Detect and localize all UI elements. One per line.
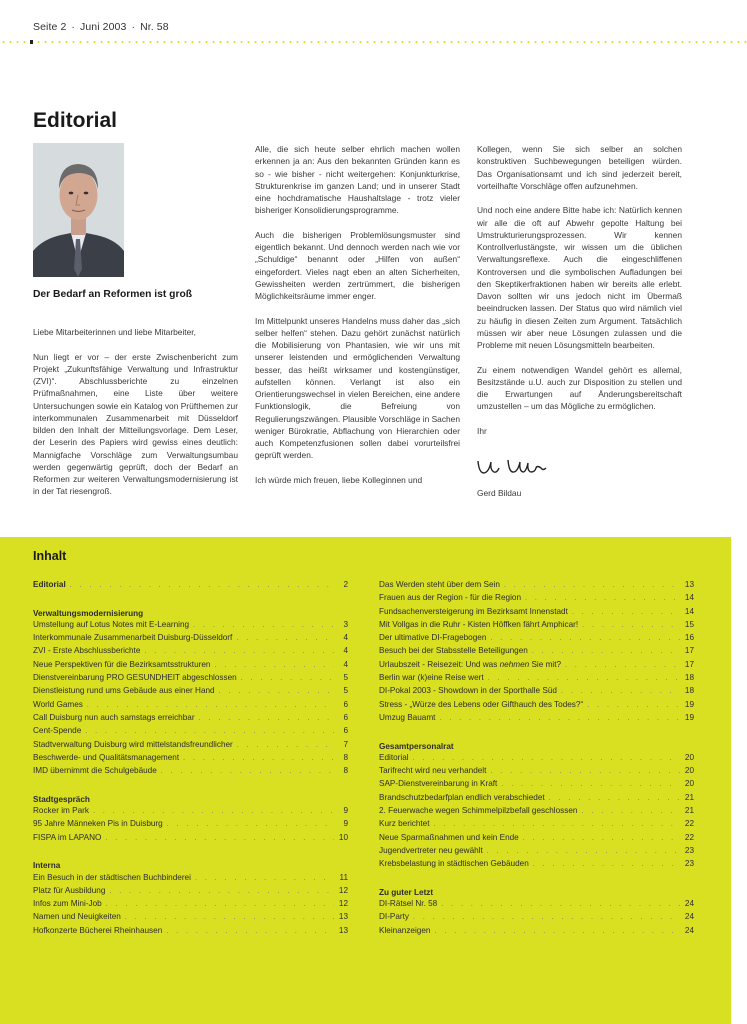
- contents-entry[interactable]: [379, 859, 694, 872]
- dot-leader: [413, 755, 680, 762]
- dot-leader: [413, 914, 680, 921]
- contents-section-heading: Zu guter Letzt: [379, 887, 434, 897]
- contents-entry-title: Mit Vollgas in die Ruhr - Kisten Höffken fährt Amphicar!: [379, 619, 579, 629]
- signature-name: Gerd Bildau: [477, 488, 522, 498]
- contents-entry-title: Berlin war (k)eine Reise wert: [379, 673, 484, 683]
- contents-column-left: [33, 580, 348, 939]
- contents-entry[interactable]: [33, 686, 348, 699]
- contents-entry-title: Kleinanzeigen: [379, 925, 431, 935]
- contents-entry-title: Umstellung auf Lotus Notes mit E-Learning: [33, 619, 190, 629]
- contents-entry-page: 12: [338, 899, 348, 909]
- contents-entry-page: 20: [684, 752, 694, 762]
- contents-entry-page: 9: [343, 806, 348, 816]
- contents-entry-page: 11: [339, 872, 348, 882]
- contents-column-right: [379, 580, 694, 939]
- dot-leader: [572, 609, 680, 616]
- dot-leader: [195, 875, 334, 882]
- contents-entry-title: Call Duisburg nun auch samstags erreichbar: [33, 712, 195, 722]
- page-title: Editorial: [33, 109, 118, 132]
- contents-entry[interactable]: [379, 593, 694, 606]
- dot-leader: [93, 808, 334, 815]
- contents-entry-page: 14: [684, 593, 694, 603]
- contents-entry-title: Tarifrecht wird neu verhandelt: [379, 766, 487, 776]
- contents-entry-page: 21: [684, 806, 694, 816]
- paragraph: Nun liegt er vor – der erste Zwischenbericht zum Projekt „Zukunftsfähige Verwaltung und Infrastruktur (ZVI)“. Abschlussberichte zu einzelnen Prüfmaßnahmen, eine Liste über weitere Untersuchungen sowie ein Katalog von Prüfthemen zur interkommunalen Zusammenarbeit mit Düsseldorf bilden den Inhalt der Mitteilungsvorlage. Dem Leser, der Leserin des Papiers wird gewiss eines deutlich: Mannigfache Vorschläge zum Verwaltungsumbau werden gegenwärtig geprüft, doch der Bedarf an Reformen zur weiteren Verwaltungsmodernisierung ist in der Tat riesengroß.: [33, 351, 238, 497]
- paragraph: Ich würde mich freuen, liebe Kolleginnen und: [255, 474, 423, 485]
- page-number: Seite 2: [33, 21, 67, 33]
- contents-entry[interactable]: [33, 899, 348, 912]
- paragraph: Auch die bisherigen Problemlösungsmuster sind eigentlich bekannt. Und dennoch werden nach wie vor „Schuldige“ benannt oder „Hilfen von außen“ eingefordert. Vieles nagt eben an alten Sicherheiten, Gewissheiten werden zertrümmert, die bisherigen Möglichkeitsräume immer enger.: [255, 229, 460, 301]
- paragraph: Zu einem notwendigen Wandel gehört es allemal, Besitzstände u.U. auch zur Disposition zu stellen und die Erwartungen auf Änderungsbereitschaft umzustellen – um das Mögliche zu ermöglichen.: [477, 364, 682, 412]
- contents-entry-title: Ein Besuch in der städtischen Buchbinderei: [33, 872, 191, 882]
- portrait-illustration: [33, 143, 124, 277]
- contents-entry[interactable]: [379, 673, 694, 686]
- page-header: Seite 2 · Juni 2003 · Nr. 58: [33, 21, 169, 33]
- contents-entry-title: Platz für Ausbildung: [33, 885, 106, 895]
- dot-leader: [237, 742, 334, 749]
- dot-leader: [214, 662, 334, 669]
- dot-leader: [488, 675, 680, 682]
- contents-entry-title: DI-Party: [379, 912, 410, 922]
- contents-entry-page: 24: [684, 899, 694, 909]
- contents-entry-page: 9: [343, 819, 348, 829]
- contents-entry[interactable]: [33, 726, 348, 739]
- contents-entry-page: 16: [684, 633, 694, 643]
- contents-entry-page: 20: [684, 779, 694, 789]
- contents-entry-page: 23: [684, 859, 694, 869]
- contents-entry-page: 10: [338, 832, 348, 842]
- contents-entry-title: Besuch bei der Stabsstelle Beteiligungen: [379, 646, 528, 656]
- contents-entry[interactable]: [33, 766, 348, 779]
- contents-entry-title: Editorial: [33, 580, 66, 589]
- contents-entry-page: 7: [343, 739, 348, 749]
- contents-entry[interactable]: [379, 700, 694, 713]
- contents-entry[interactable]: [379, 912, 694, 925]
- contents-entry[interactable]: [33, 753, 348, 766]
- contents-entry[interactable]: [33, 833, 348, 846]
- contents-entry[interactable]: [33, 700, 348, 713]
- contents-entry-title: Jugendvertreter neu gewählt: [379, 845, 483, 855]
- paragraph: Alle, die sich heute selber ehrlich machen wollen erkennen ja an: Aus den bekannten Gründen kann es so - wie bisher - nicht weitergehen: Konjunkturkrise, Strukturenkrise im ganzen Land; und in unserer Stadt eine hochdramatische Haushaltslage - trotz vieler bisheriger Konsolidierungsprogramme.: [255, 144, 460, 216]
- contents-entry-title: Infos zum Mini-Job: [33, 899, 102, 909]
- contents-entry-title: Hofkonzerte Bücherei Rheinhausen: [33, 925, 163, 935]
- contents-entry-page: 13: [338, 925, 348, 935]
- contents-entry-title: Der ultimative DI-Fragebogen: [379, 633, 487, 643]
- contents-entry-page: 6: [343, 726, 348, 736]
- contents-entry-page: 22: [684, 832, 694, 842]
- contents-entry[interactable]: [33, 620, 348, 633]
- contents-entry-title: Fundsachenversteigerung im Bezirksamt Innenstadt: [379, 606, 568, 616]
- contents-entry-page: 3: [343, 619, 348, 629]
- handwritten-signature: [475, 453, 555, 486]
- dot-leader: [434, 928, 680, 935]
- contents-entry-title: Beschwerde- und Qualitätsmanagement: [33, 752, 180, 762]
- dot-leader: [85, 728, 334, 735]
- dot-leader: [109, 888, 334, 895]
- contents-entry-title: Krebsbelastung in städtischen Gebäuden: [379, 859, 529, 869]
- closing: Ihr: [477, 425, 487, 436]
- dot-leader: [161, 768, 334, 775]
- contents-entry-title: Urlaubszeit - Reisezeit: Und was nehmen Sie mit?: [379, 659, 562, 669]
- contents-entry-title: 95 Jahre Männeken Pis in Duisburg: [33, 819, 163, 829]
- contents-entry-title: Kurz berichtet: [379, 819, 430, 829]
- dot-leader: [167, 821, 334, 828]
- contents-entry-page: 13: [684, 580, 694, 589]
- contents-entry[interactable]: [379, 646, 694, 659]
- contents-entry-title: Dienstvereinbarung PRO GESUNDHEIT abgeschlossen: [33, 673, 237, 683]
- contents-entry-page: 21: [684, 792, 694, 802]
- contents-entry[interactable]: [33, 819, 348, 832]
- dot-leader: [487, 848, 680, 855]
- contents-entry[interactable]: [33, 926, 348, 939]
- dot-leader: [183, 755, 334, 762]
- dot-leader: [490, 635, 680, 642]
- emphasis: nehmen: [499, 659, 530, 669]
- contents-entry[interactable]: [33, 646, 348, 659]
- contents-entry-page: 23: [684, 845, 694, 855]
- contents-entry-title: ZVI - Erste Abschlussberichte: [33, 646, 141, 656]
- contents-entry[interactable]: [379, 899, 694, 912]
- contents-entry-title: Stress - „Würze des Lebens oder Gifthauch des Todes?“: [379, 699, 584, 709]
- dot-leader: [106, 901, 334, 908]
- contents-entry-page: 12: [338, 885, 348, 895]
- contents-entry[interactable]: [379, 713, 694, 726]
- contents-entry[interactable]: [33, 713, 348, 726]
- contents-entry[interactable]: [33, 912, 348, 925]
- dot-leader: [241, 675, 334, 682]
- contents-entry-title: DI-Pokal 2003 - Showdown in der Sporthalle Süd: [379, 686, 557, 696]
- contents-entry-title: Editorial: [379, 752, 409, 762]
- contents-entry[interactable]: [379, 819, 694, 832]
- dot-leader: [125, 914, 334, 921]
- dot-leader: [441, 901, 680, 908]
- contents-entry[interactable]: [379, 833, 694, 846]
- contents-entry-title: Frauen aus der Region - für die Region: [379, 593, 521, 603]
- contents-section-heading: Verwaltungsmodernisierung: [33, 608, 144, 618]
- contents-entry-page: 22: [684, 819, 694, 829]
- contents-entry-title: FISPA im LAPANO: [33, 832, 102, 842]
- contents-entry[interactable]: [33, 886, 348, 899]
- paragraph: Im Mittelpunkt unseres Handelns muss daher das „sich selber helfen“ stehen. Dazu gehört zunächst natürlich die Mobilisierung von Phantasien, wie wir uns mit unserer leistenden und ermöglichenden Verwaltung besser, das heißt wirksamer und kostengünstiger, aufstellen können. Verlangt ist also ein Orientierungswechsel in vielen Bereichen, eine andere Funktionslogik, die Befreiung von Regulierungszwängen. Plausible Vorschläge in Sachen weniger Bürokratie, Abflachung von Hierarchien oder auch Kompetenzfusionen sollen dabei vorurteilsfrei geprüft werden.: [255, 315, 460, 461]
- contents-entry-title: World Games: [33, 699, 83, 709]
- contents-entry[interactable]: [379, 607, 694, 620]
- contents-entry-page: 18: [684, 673, 694, 683]
- dot-leader: [439, 715, 680, 722]
- contents-entry[interactable]: [379, 806, 694, 819]
- contents-entry-title: Neue Sparmaßnahmen und kein Ende: [379, 832, 519, 842]
- dot-leader: [193, 622, 334, 629]
- editorial-column-3: [477, 143, 682, 449]
- dot-leader: [561, 688, 680, 695]
- contents-title: Inhalt: [33, 549, 67, 563]
- dot-leader: [504, 582, 680, 589]
- contents-entry-title: Umzug Bauamt: [379, 712, 436, 722]
- contents-entry-page: 17: [684, 646, 694, 656]
- dot-leader: [490, 768, 680, 775]
- contents-entry[interactable]: [33, 673, 348, 686]
- contents-entry[interactable]: [379, 926, 694, 939]
- contents-entry-title: SAP-Dienstvereinbarung in Kraft: [379, 779, 498, 789]
- paragraph: Kollegen, wenn Sie sich selber an solchen konstruktiven Suchbewegungen beteiligen würden. Das Organisationsamt und ich sind jederzeit bereit, vorteilhafte Vorschläge offen aufzunehmen.: [477, 144, 682, 191]
- issue-number: Nr. 58: [140, 21, 169, 33]
- contents-entry[interactable]: [33, 633, 348, 646]
- contents-entry-page: 19: [684, 712, 694, 722]
- divider-marker: [30, 40, 33, 44]
- contents-entry-page: 19: [684, 699, 694, 709]
- dot-leader: [525, 595, 680, 602]
- contents-entry-page: 4: [343, 646, 348, 656]
- contents-entry[interactable]: [33, 806, 348, 819]
- paragraph: Und noch eine andere Bitte habe ich: Natürlich kennen wir alle die oft auf Abwehr gepolte Haltung bei Umstrukturierungsprozessen. Wir kennen Kontrollverlustängste, wir wissen um die üblichen Verwaltungsreflexe. Auch die eingeschliffenen Kontroversen und die symbolischen Aufladungen bei den Skeptikerfraktionen haben wir bereits alle erlebt. Davon sollten wir uns jedoch nicht im Übermaß beeindrucken lassen. Der Status quo wird nämlich viel zu häufig in diesen Zeiten zum Argument. Tatsächlich müssen wir aber neue Lösungen zulassen und die Probleme mit neuen Lösungsmitteln bearbeiten.: [477, 205, 682, 350]
- contents-entry[interactable]: [379, 846, 694, 859]
- contents-section-heading: Stadtgespräch: [33, 794, 90, 804]
- contents-entry-title: Rocker im Park: [33, 806, 89, 816]
- portrait-photo: [33, 143, 124, 277]
- contents-entry[interactable]: [33, 580, 348, 593]
- dot-leader: [501, 781, 680, 788]
- dot-leader: [87, 702, 334, 709]
- salutation: Liebe Mitarbeiterinnen und liebe Mitarbeiter,: [33, 327, 196, 337]
- dot-leader: [236, 635, 334, 642]
- contents-entry-page: 6: [343, 699, 348, 709]
- editorial-column-2: [255, 143, 460, 498]
- dot-leader: [587, 702, 680, 709]
- contents-entry-page: 4: [343, 633, 348, 643]
- contents-entry-page: 20: [684, 766, 694, 776]
- contents-entry-title: Das Werden steht über dem Sein: [379, 580, 500, 589]
- dot-leader: [523, 835, 680, 842]
- contents-entry-page: 15: [684, 619, 694, 629]
- dot-leader: [434, 821, 680, 828]
- contents-entry-title: Brandschutzbedarfplan endlich verabschiedet: [379, 792, 545, 802]
- dot-leader: [565, 662, 680, 669]
- dot-leader: [549, 795, 680, 802]
- contents-entry-title: Namen und Neuigkeiten: [33, 912, 121, 922]
- contents-entry-page: 8: [343, 766, 348, 776]
- contents-entry-page: 8: [343, 752, 348, 762]
- contents-entry-page: 24: [684, 925, 694, 935]
- contents-entry-page: 4: [343, 659, 348, 669]
- contents-entry[interactable]: [379, 660, 694, 673]
- contents-entry[interactable]: [379, 753, 694, 766]
- contents-entry-page: 2: [343, 580, 348, 589]
- contents-entry[interactable]: [379, 766, 694, 779]
- contents-entry[interactable]: [379, 580, 694, 593]
- contents-entry[interactable]: [379, 793, 694, 806]
- contents-entry-title: Stadtverwaltung Duisburg wird mittelstandsfreundlicher: [33, 739, 233, 749]
- contents-entry-title: Neue Perspektiven für die Bezirksamtsstrukturen: [33, 659, 211, 669]
- dot-leader: [533, 861, 680, 868]
- contents-entry-title: 2. Feuerwache wegen Schimmelpilzbefall geschlossen: [379, 806, 578, 816]
- dot-leader: [532, 648, 680, 655]
- dot-leader: [219, 688, 334, 695]
- contents-entry[interactable]: [33, 873, 348, 886]
- contents-entry[interactable]: [33, 660, 348, 673]
- dot-leader: [166, 928, 334, 935]
- contents-entry-title: Interkommunale Zusammenarbeit Duisburg-Düsseldorf: [33, 633, 233, 643]
- issue-date: Juni 2003: [80, 21, 127, 33]
- contents-section-heading: Interna: [33, 861, 61, 871]
- contents-entry-title: IMD übernimmt die Schulgebäude: [33, 766, 157, 776]
- contents-entry[interactable]: [379, 686, 694, 699]
- dot-leader: [105, 835, 334, 842]
- contents-entry-page: 5: [343, 673, 348, 683]
- contents-entry-title: DI-Rätsel Nr. 58: [379, 899, 438, 909]
- editorial-subtitle: Der Bedarf an Reformen ist groß: [33, 289, 193, 300]
- dot-leader: [70, 582, 334, 589]
- dotted-divider: [0, 41, 747, 43]
- contents-entry-title: Dienstleistung rund ums Gebäude aus einer Hand: [33, 686, 215, 696]
- contents-entry[interactable]: [379, 633, 694, 646]
- contents-entry[interactable]: [379, 779, 694, 792]
- dot-leader: [199, 715, 334, 722]
- contents-entry[interactable]: [379, 620, 694, 633]
- contents-entry[interactable]: [33, 740, 348, 753]
- dot-leader: [581, 808, 680, 815]
- contents-entry-page: 18: [684, 686, 694, 696]
- dot-leader: [582, 622, 680, 629]
- contents-entry-page: 24: [684, 912, 694, 922]
- dot-leader: [144, 648, 334, 655]
- contents-section-heading: Gesamtpersonalrat: [379, 741, 454, 751]
- contents-entry-page: 5: [343, 686, 348, 696]
- contents-entry-title: Cent-Spende: [33, 726, 82, 736]
- contents-entry-page: 17: [684, 659, 694, 669]
- contents-entry-page: 13: [338, 912, 348, 922]
- contents-entry-page: 6: [343, 712, 348, 722]
- contents-entry-page: 14: [684, 606, 694, 616]
- editorial-column-1: [33, 326, 238, 510]
